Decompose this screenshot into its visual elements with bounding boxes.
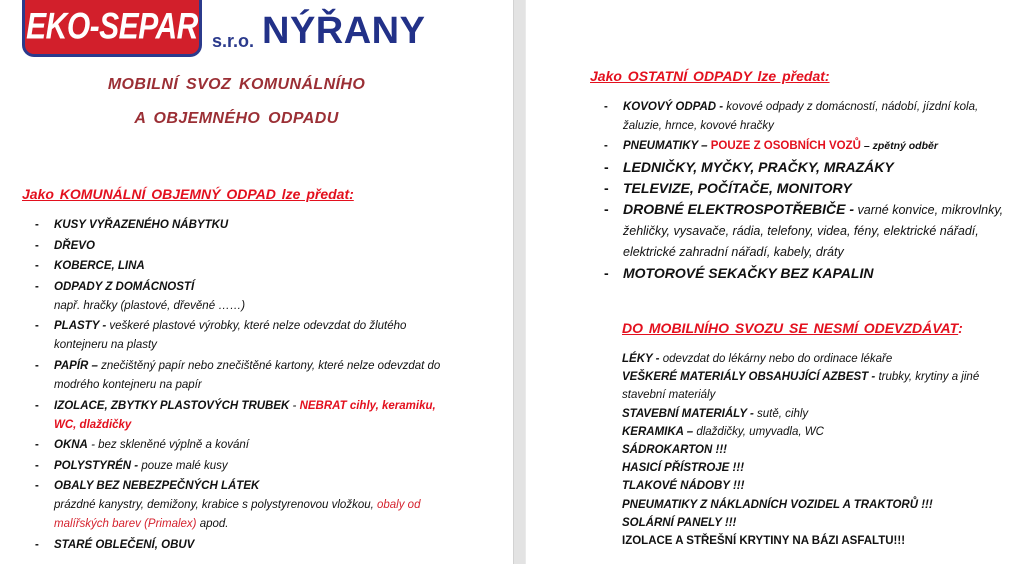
document-page-right — [526, 0, 1024, 564]
list-item: - TELEVIZE, POČÍTAČE, MONITORY — [604, 178, 1014, 198]
logo-legal-form: s.r.o. — [212, 31, 255, 51]
list-item: - KUSY VYŘAZENÉHO NÁBYTKU — [35, 216, 455, 235]
list-item-note: např. hračky (plastové, dřevěné ……) — [54, 299, 246, 312]
page-gutter — [513, 0, 526, 564]
forbidden-item: HASICÍ PŘÍSTROJE !!! — [622, 462, 745, 475]
list-item: - PLASTY - veškeré plastové výrobky, které nelze odevzdat do žlutého kontejneru na plasty — [35, 317, 455, 355]
list-item: - ODPADY Z DOMÁCNOSTÍ např. hračky (plastové, dřevěné ……) — [35, 278, 455, 316]
section-heading-bulky-waste: Jako KOMUNÁLNÍ OBJEMNÝ ODPAD lze předat: — [22, 186, 354, 202]
list-item: - LEDNIČKY, MYČKY, PRAČKY, MRAZÁKY — [604, 157, 1014, 177]
list-item: - MOTOROVÉ SEKAČKY BEZ KAPALIN — [604, 263, 1014, 283]
forbidden-item: VEŠKERÉ MATERIÁLY OBSAHUJÍCÍ AZBEST - trubky, krytiny a jiné stavební materiály — [622, 371, 980, 402]
list-item-note: prázdné kanystry, demižony, krabice s polystyrenovou vložkou, obaly od malířských barev (Primalex) apod. — [54, 499, 421, 531]
forbidden-item: PNEUMATIKY Z NÁKLADNÍCH VOZIDEL A TRAKTORŮ !!! — [622, 498, 933, 511]
list-item: - PAPÍR – znečištěný papír nebo znečištěné kartony, které nelze odevzdat do modrého kontejneru na papír — [35, 357, 455, 395]
section-heading-other-waste: Jako OSTATNÍ ODPADY lze předat: — [590, 68, 830, 84]
warning-text: POUZE Z OSOBNÍCH VOZŮ — [707, 140, 861, 152]
list-item: - OKNA - bez skleněné výplně a kování — [35, 436, 455, 455]
list-item: - POLYSTYRÉN - pouze malé kusy — [35, 457, 455, 476]
forbidden-item: LÉKY - odevzdat do lékárny nebo do ordinace lékaře — [622, 353, 893, 365]
list-item: - DROBNÉ ELEKTROSPOTŘEBIČE - varné konvice, mikrovlnky, žehličky, vysavače, rádia, telefony, videa, fény, elektrické nářadí, elektrické zahradní nářadí, kabely, dráty — [604, 199, 1014, 262]
highlighted-note: obaly od malířských barev (Primalex) — [54, 499, 421, 531]
other-waste-list — [604, 98, 1014, 284]
forbidden-item: SOLÁRNÍ PANELY !!! — [622, 516, 737, 529]
list-item: - IZOLACE, ZBYTKY PLASTOVÝCH TRUBEK - NEBRAT cihly, keramiku, WC, dlaždičky — [35, 397, 455, 435]
logo-badge — [22, 0, 202, 57]
forbidden-item: KERAMIKA – dlaždičky, umyvadla, WC — [622, 425, 824, 438]
list-item: - STARÉ OBLEČENÍ, OBUV — [35, 536, 455, 555]
section-heading-forbidden: DO MOBILNÍHO SVOZU SE NESMÍ ODEVZDÁVAT: — [622, 320, 963, 336]
logo-city: NÝŘANY — [262, 10, 426, 52]
forbidden-item: IZOLACE A STŘEŠNÍ KRYTINY NA BÁZI ASFALTU!!! — [622, 535, 906, 548]
forbidden-items-list — [622, 350, 1022, 550]
list-item: - PNEUMATIKY – POUZE Z OSOBNÍCH VOZŮ – zpětný odběr — [604, 137, 1014, 156]
document-title-line2: A OBJEMNÉHO ODPADU — [134, 110, 339, 127]
forbidden-item: STAVEBNÍ MATERIÁLY - sutě, cihly — [622, 407, 809, 420]
list-item: - KOVOVÝ ODPAD - kovové odpady z domácností, nádobí, jízdní kola, žaluzie, hrnce, kovové hračky — [604, 98, 1014, 136]
list-item: - OBALY BEZ NEBEZPEČNÝCH LÁTEK prázdné kanystry, demižony, krabice s polystyrenovou vložkou, obaly od malířských barev (Primalex) apod. — [35, 477, 455, 534]
list-item: - DŘEVO — [35, 237, 455, 256]
forbidden-item: SÁDROKARTON !!! — [622, 444, 727, 457]
list-item: - KOBERCE, LINA — [35, 257, 455, 276]
warning-text: NEBRAT cihly, keramiku, WC, dlaždičky — [54, 399, 436, 431]
logo-text: EKO-SEPAR — [26, 5, 198, 47]
company-logo — [22, 0, 202, 60]
forbidden-item: TLAKOVÉ NÁDOBY !!! — [622, 480, 745, 493]
bulky-waste-list — [35, 216, 455, 557]
document-title-line1: MOBILNÍ SVOZ KOMUNÁLNÍHO — [107, 76, 366, 93]
